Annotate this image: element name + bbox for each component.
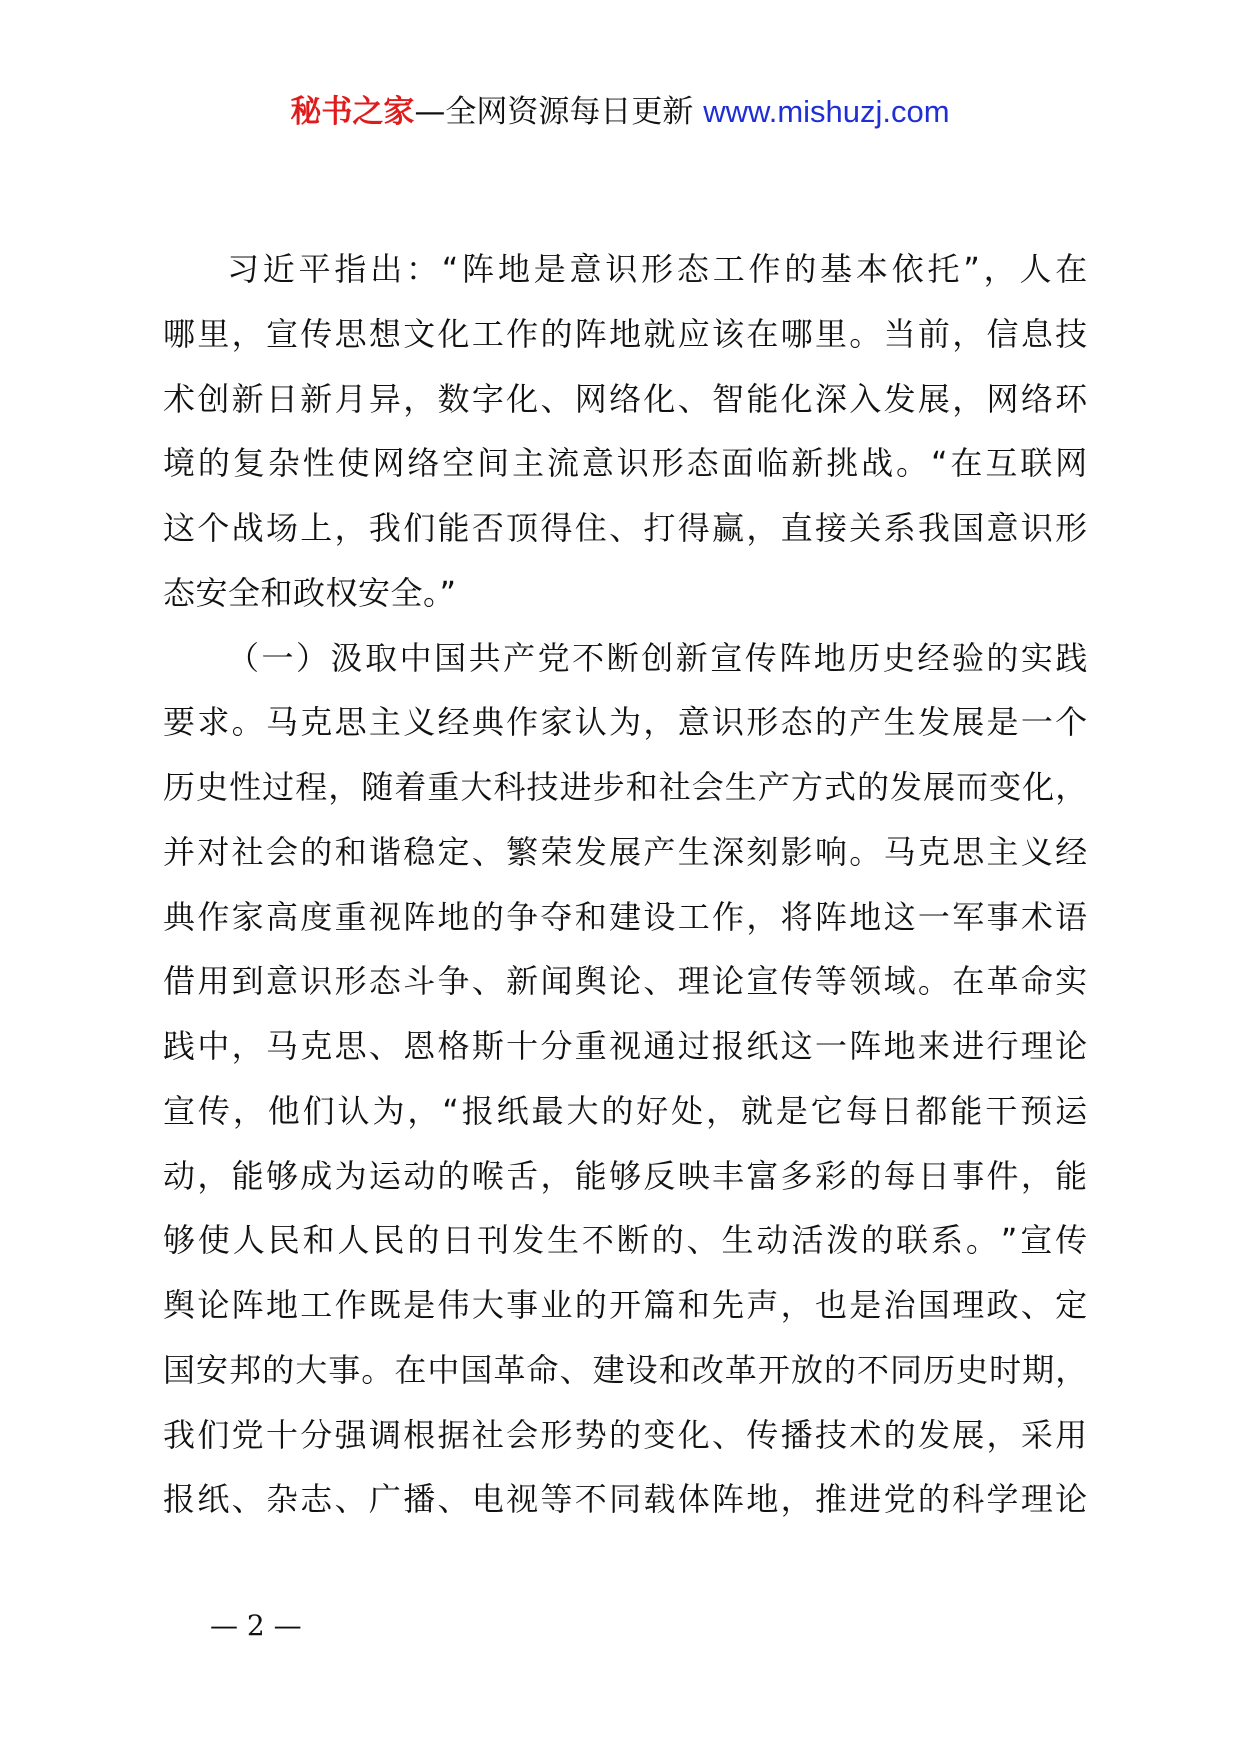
site-tagline: —全网资源每日更新 <box>414 94 694 130</box>
site-url: www.mishuzj.com <box>703 94 950 129</box>
paragraph-intro <box>163 237 1088 626</box>
text-line: 舆 论 阵 地 工 作 既 是 伟 大 事 业 的 开 篇 和 先 声 ， 也 是 治 国 理 政 、 定 <box>163 1286 1088 1324</box>
text-line: 践 中 ， 马 克 思 、 恩 格 斯 十 分 重 视 通 过 报 纸 这 一 阵 地 来 进 行 理 论 <box>163 1027 1088 1065</box>
text-line: 态安全和政权安全。” <box>163 573 457 612</box>
text-line: 够 使 人 民 和 人 民 的 日 刊 发 生 不 断 的 、 生 动 活 泼 的 联 系 。 ” 宣 传 <box>163 1221 1088 1260</box>
text-line: 典 作 家 高 度 重 视 阵 地 的 争 夺 和 建 设 工 作 ， 将 阵 地 这 一 军 事 术 语 <box>163 897 1088 936</box>
text-line: 术 创 新 日 新 月 异 ， 数 字 化 、 网 络 化 、 智 能 化 深 入 发 展 ， 网 络 环 <box>163 379 1088 418</box>
text-line: 境 的 复 杂 性 使 网 络 空 间 主 流 意 识 形 态 面 临 新 挑 战 。 “ 在 互 联 网 <box>163 444 1088 483</box>
text-line: 这 个 战 场 上 ， 我 们 能 否 顶 得 住 、 打 得 赢 ， 直 接 关 系 我 国 意 识 形 <box>163 509 1088 547</box>
text-line: 要 求 。 马 克 思 主 义 经 典 作 家 认 为 ， 意 识 形 态 的 产 生 发 展 是 一 个 <box>163 703 1088 742</box>
paragraph-section-one <box>163 626 1088 1533</box>
text-line: （ 一 ） 汲 取 中 国 共 产 党 不 断 创 新 宣 传 阵 地 历 史 经 验 的 实 践 <box>227 638 1088 677</box>
text-line: 动 ， 能 够 成 为 运 动 的 喉 舌 ， 能 够 反 映 丰 富 多 彩 的 每 日 事 件 ， 能 <box>163 1156 1088 1195</box>
text-line: 并 对 社 会 的 和 谐 稳 定 、 繁 荣 发 展 产 生 深 刻 影 响 。 马 克 思 主 义 经 <box>163 832 1088 871</box>
text-line: 习 近 平 指 出 ： “ 阵 地 是 意 识 形 态 工 作 的 基 本 依 托 ” ， 人 在 <box>227 250 1088 288</box>
document-body <box>163 237 1088 1532</box>
text-line: 宣 传 ， 他 们 认 为 ， “ 报 纸 最 大 的 好 处 ， 就 是 它 每 日 都 能 干 预 运 <box>163 1091 1088 1130</box>
text-line: 我 们 党 十 分 强 调 根 据 社 会 形 势 的 变 化 、 传 播 技 术 的 发 展 ， 采 用 <box>163 1415 1088 1454</box>
text-line: 哪 里 ， 宣 传 思 想 文 化 工 作 的 阵 地 就 应 该 在 哪 里 。 当 前 ， 信 息 技 <box>163 314 1088 353</box>
site-brand: 秘书之家 <box>290 94 415 130</box>
page-number: — 2 — <box>210 1609 302 1642</box>
text-line: 国 安 邦 的 大 事 。 在 中 国 革 命 、 建 设 和 改 革 开 放 的 不 同 历 史 时 期 ， <box>163 1350 1088 1389</box>
text-line: 借 用 到 意 识 形 态 斗 争 、 新 闻 舆 论 、 理 论 宣 传 等 领 域 。 在 革 命 实 <box>163 962 1088 1001</box>
text-line: 报 纸 、 杂 志 、 广 播 、 电 视 等 不 同 载 体 阵 地 ， 推 进 党 的 科 学 理 论 <box>163 1480 1088 1519</box>
text-line: 历 史 性 过 程 ， 随 着 重 大 科 技 进 步 和 社 会 生 产 方 式 的 发 展 而 变 化 ， <box>163 768 1088 806</box>
site-header <box>0 92 1240 132</box>
